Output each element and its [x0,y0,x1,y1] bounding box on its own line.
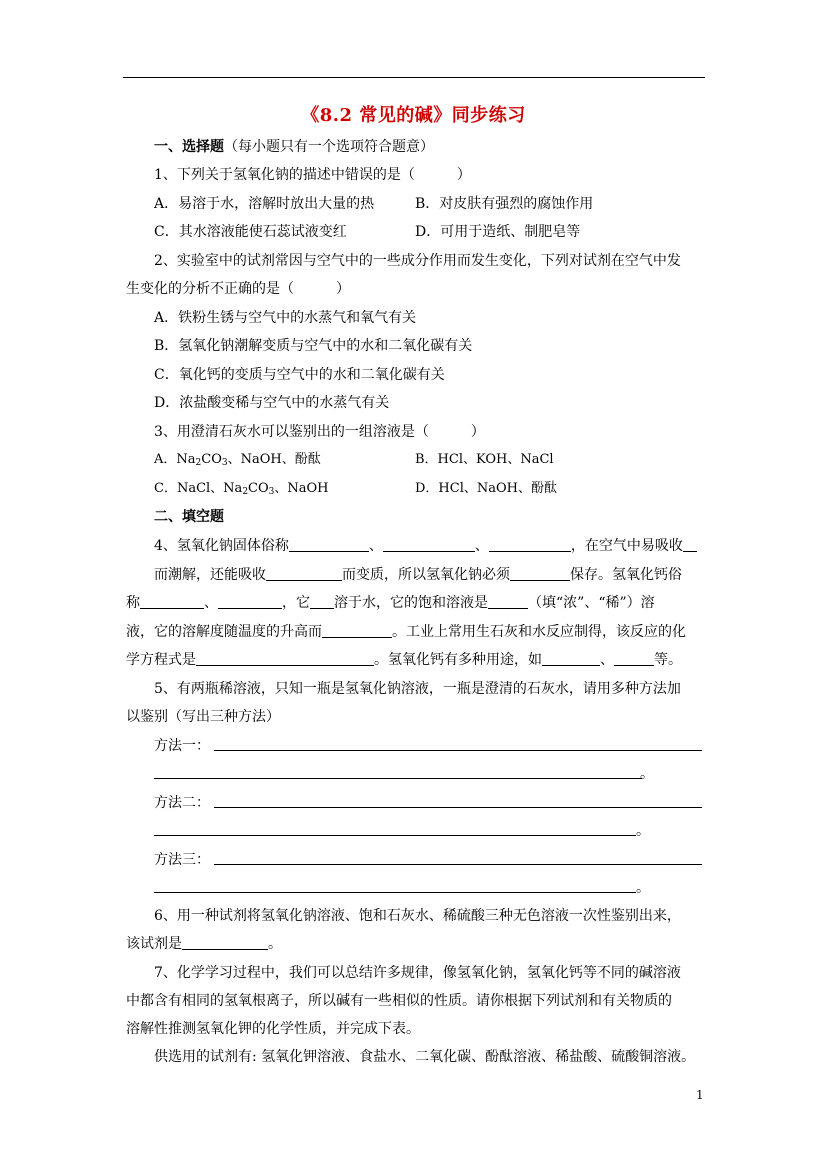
q4-line2: 而潮解，还能吸收 而变质，所以氢氧化钠必须 保存。氢氧化钙俗 [154,567,682,583]
section-one-heading [154,137,434,157]
q5-method3-line1[interactable] [214,864,702,865]
q2-option-a: A．铁粉生锈与空气中的水蒸气和氧气有关 [154,310,417,326]
q4-line5: 学方程式是 。氢氧化钙有多种用途，如 、 等。 [126,652,682,668]
q3-option-a: A．$Na_2CO_3$、NaOH、酚酞 [154,452,321,468]
q1-option-c: C．其水溶液能使石蕊试液变红 [154,224,347,240]
header-rule [123,77,705,78]
q5-method3-line2[interactable] [154,892,636,893]
q4-line3: 称 、 ，它 溶于水，它的饱和溶液是 （填“浓”、“稀”）溶 [126,595,655,611]
q2-stem-line2: 生变化的分析不正确的是（ ） [126,281,350,297]
blank[interactable] [614,650,654,666]
q5-method1-label: 方法一： [154,738,210,754]
blank[interactable] [383,536,475,552]
blank[interactable] [266,565,342,581]
q3-stem: 3、用澄清石灰水可以鉴别出的一组溶液是（ ） [154,424,485,440]
blank[interactable] [289,536,369,552]
q5-method3-end: 。 [636,880,650,896]
q5-line2: 以鉴别（写出三种方法） [126,709,280,725]
q1-option-d: D．可用于造纸、制肥皂等 [415,224,581,240]
blank[interactable] [489,536,571,552]
page-title: 《8.2 常见的碱》同步练习 [301,105,526,126]
page-number: 1 [696,1088,704,1102]
q5-method3-label: 方法三： [154,852,210,868]
q2-option-b: B．氢氧化钠潮解变质与空气中的水和二氧化碳有关 [154,338,473,354]
q3-option-d: D．HCl、NaOH、酚酞 [415,481,557,496]
q6-line2: 该试剂是 。 [126,936,282,952]
q1-option-b: B．对皮肤有强烈的腐蚀作用 [415,196,594,212]
blank[interactable] [310,593,334,609]
blank[interactable] [218,593,282,609]
q5-method1-line2[interactable] [154,778,642,779]
blank[interactable] [140,593,204,609]
blank[interactable] [196,650,374,666]
section-one-note: （每小题只有一个选项符合题意） [224,139,434,155]
q3-option-b: B．HCl、KOH、NaCl [415,452,554,467]
q5-method1-end: 。 [640,766,654,782]
blank[interactable] [510,565,570,581]
q5-line1: 5、有两瓶稀溶液，只知一瓶是氢氧化钠溶液，一瓶是澄清的石灰水，请用多种方法加 [154,681,681,697]
q7-line4: 供选用的试剂有: 氢氧化钾溶液、食盐水、二氧化碳、酚酞溶液、稀盐酸、硫酸铜溶液。 [154,1049,696,1065]
blank[interactable] [182,934,268,950]
section-one-label: 一、选择题 [154,139,224,155]
blank[interactable] [322,622,392,638]
q5-method2-line1[interactable] [214,807,702,808]
q3-option-c: C．NaCl、$Na_2CO_3$、NaOH [154,481,329,497]
q7-line1: 7、化学学习过程中，我们可以总结许多规律，像氢氧化钠，氢氧化钙等不同的碱溶液 [154,965,681,981]
blank[interactable] [488,593,528,609]
q7-line3: 溶解性推测氢氧化钾的化学性质，并完成下表。 [126,1021,420,1037]
q1-option-a: A．易溶于水，溶解时放出大量的热 [154,196,375,212]
q2-option-c: C．氧化钙的变质与空气中的水和二氧化碳有关 [154,367,445,383]
q1-stem: 1、下列关于氢氧化钠的描述中错误的是（ ） [154,167,471,183]
q5-method2-label: 方法二： [154,795,210,811]
q5-method2-line2[interactable] [154,835,636,836]
q4-line1: 4、氢氧化钠固体俗称 、 、 ，在空气中易吸收 [154,536,697,556]
q6-line1: 6、用一种试剂将氢氧化钠溶液、饱和石灰水、稀硫酸三种无色溶液一次性鉴别出来， [154,908,681,924]
q5-method2-end: 。 [636,823,650,839]
section-two-heading: 二、填空题 [154,509,224,525]
q5-method1-line1[interactable] [214,750,702,751]
q7-line2: 中都含有相同的氢氧根离子，所以碱有一些相似的性质。请你根据下列试剂和有关物质的 [126,993,672,1009]
q2-stem-line1: 2、实验室中的试剂常因与空气中的一些成分作用而发生变化，下列对试剂在空气中发 [154,253,681,269]
q2-option-d: D．浓盐酸变稀与空气中的水蒸气有关 [154,395,390,411]
blank[interactable] [683,536,697,552]
blank[interactable] [542,650,600,666]
q4-line4: 液，它的溶解度随温度的升高而 。工业上常用生石灰和水反应制得，该反应的化 [126,624,686,640]
